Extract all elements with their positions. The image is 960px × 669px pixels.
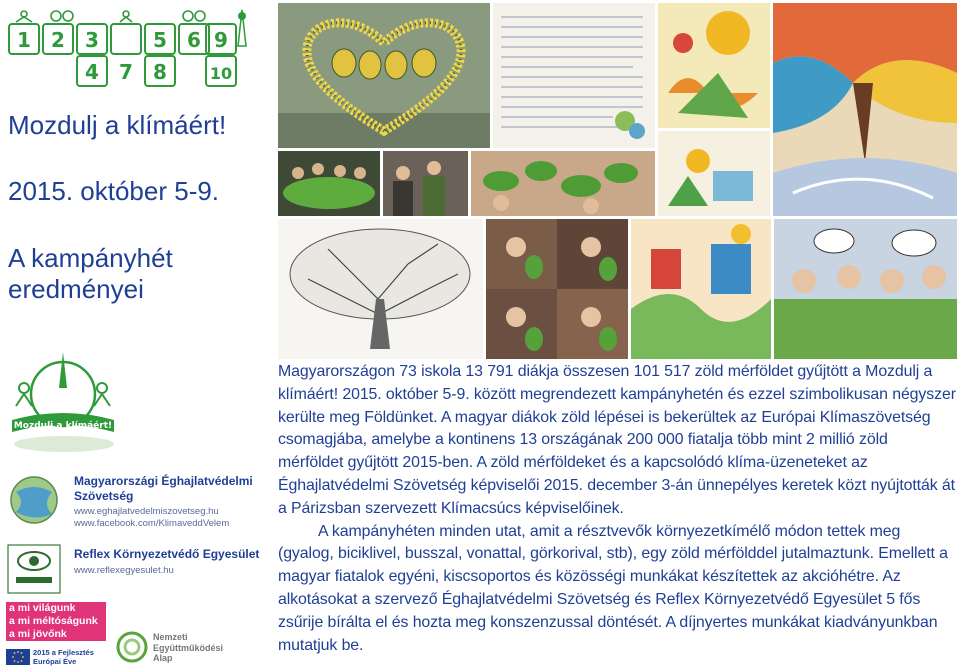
banner-line: a mi jövőnk <box>6 628 106 641</box>
eu-year-badge <box>6 647 106 667</box>
mascot-logo <box>4 348 122 456</box>
photo-green-shirts <box>774 219 957 359</box>
reflex-eye-icon <box>6 543 68 595</box>
logo-digit: 1 <box>17 28 31 52</box>
page-subtitle: A kampányhét eredményei <box>8 243 173 305</box>
photo-colorful-tree <box>773 3 957 216</box>
nea-line1: Nemzeti <box>153 632 188 642</box>
logo-digit: 4 <box>85 60 99 84</box>
banner-line: a mi méltóságunk <box>6 615 106 628</box>
org1-name: Magyarországi Éghajlatvédelmi Szövetség <box>74 474 253 503</box>
logo-digit: 7 <box>119 60 133 84</box>
photo-heart-formation <box>278 3 490 148</box>
org-eghajlatvedelmi <box>6 474 266 534</box>
logo-digit: 9 <box>214 28 228 52</box>
eu-line2: Európai Éve <box>33 657 77 666</box>
photo-green-leaves <box>471 151 655 216</box>
globe-icon <box>6 474 68 526</box>
photo-colorful-drawing <box>631 219 771 359</box>
logo-digit: 2 <box>51 28 65 52</box>
photo-letter <box>493 3 655 148</box>
logo-digit: 5 <box>153 28 167 52</box>
eu-line1: 2015 a Fejlesztés <box>33 648 94 657</box>
eu-flag-icon <box>6 649 30 665</box>
logo-digit: 8 <box>153 60 167 84</box>
paragraph-campaign: A kampányhéten minden utat, amit a résztvevők környezetkímélő módon tettek meg (gyalog, biciklivel, busszal, vonattal, görkorival, stb), egy zöld mérfölddel jutalmaztunk. Emellett a magyar fiatalok egyéni, kiscsoportos és közösségi munkákat készítettek az akcióhétre. Az alkotásokat a szervező Éghajlatvédelmi Szövetség és Reflex Környezetvédő Egyesület 5 fős zsűrije bírálta el és hozta meg konszenzussal döntését. A díjnyertes munkákat kiadványunkban mutatjuk be. <box>278 522 948 654</box>
mascot-label: Mozdulj a klímáért! <box>13 421 113 431</box>
nea-line2: Együttműködési <box>153 642 224 653</box>
campaign-logo <box>6 6 251 90</box>
tree-icon <box>238 10 246 46</box>
banner-line: a mi világunk <box>6 602 106 615</box>
body-text <box>278 361 956 657</box>
paragraph-results: Magyarországon 73 iskola 13 791 diákja összesen 101 517 zöld mérföldet gyűjtött a Mozdulj a klímáért! 2015. október 5-9. között megrendezett kampányhetén és ezzel szimbolikusan négyszer kerülte meg Földünket. A magyar diákok zöld lépései is bekerültek az Európai Klímaszövetség csomagjába, amelybe a kontinens 13 országának 200 000 fiatalja több mint 2 millió zöld mérföldet gyűjtött 2015-ben. A zöld mérföldeket és a kapcsolódó klíma-üzeneteket az Éghajlatvédelmi Szövetség képviselői 2015. december 3-án ünnepélyes keretek közt nyújtották át a Párizsban szervezett Klímacsúcs képviselőinek. <box>278 363 956 517</box>
logo-digit: 3 <box>85 28 99 52</box>
org1-facebook-link[interactable]: www.facebook.com/KlimaveddVelem <box>74 518 230 529</box>
org-reflex <box>6 543 266 599</box>
photo-hands <box>486 219 628 359</box>
photo-children-drawing <box>658 131 770 216</box>
development-year-banner <box>6 602 106 641</box>
nea-logo <box>116 630 246 668</box>
photo-drawing-sun <box>658 3 770 128</box>
logo-digit: 10 <box>209 64 233 83</box>
org2-name: Reflex Környezetvédő Egyesület <box>74 547 260 561</box>
page-title: Mozdulj a klímáért! <box>8 110 227 140</box>
nea-line3: Alap <box>153 653 173 663</box>
org2-website-link[interactable]: www.reflexegyesulet.hu <box>74 565 174 576</box>
photo-tree-drawing <box>278 219 483 359</box>
logo-digit: 6 <box>187 28 201 52</box>
campaign-date: 2015. október 5-9. <box>8 176 220 206</box>
photo-kids <box>383 151 468 216</box>
org1-website-link[interactable]: www.eghajlatvedelmiszovetseg.hu <box>74 506 219 517</box>
nea-icon <box>116 630 148 664</box>
photo-green-group <box>278 151 380 216</box>
